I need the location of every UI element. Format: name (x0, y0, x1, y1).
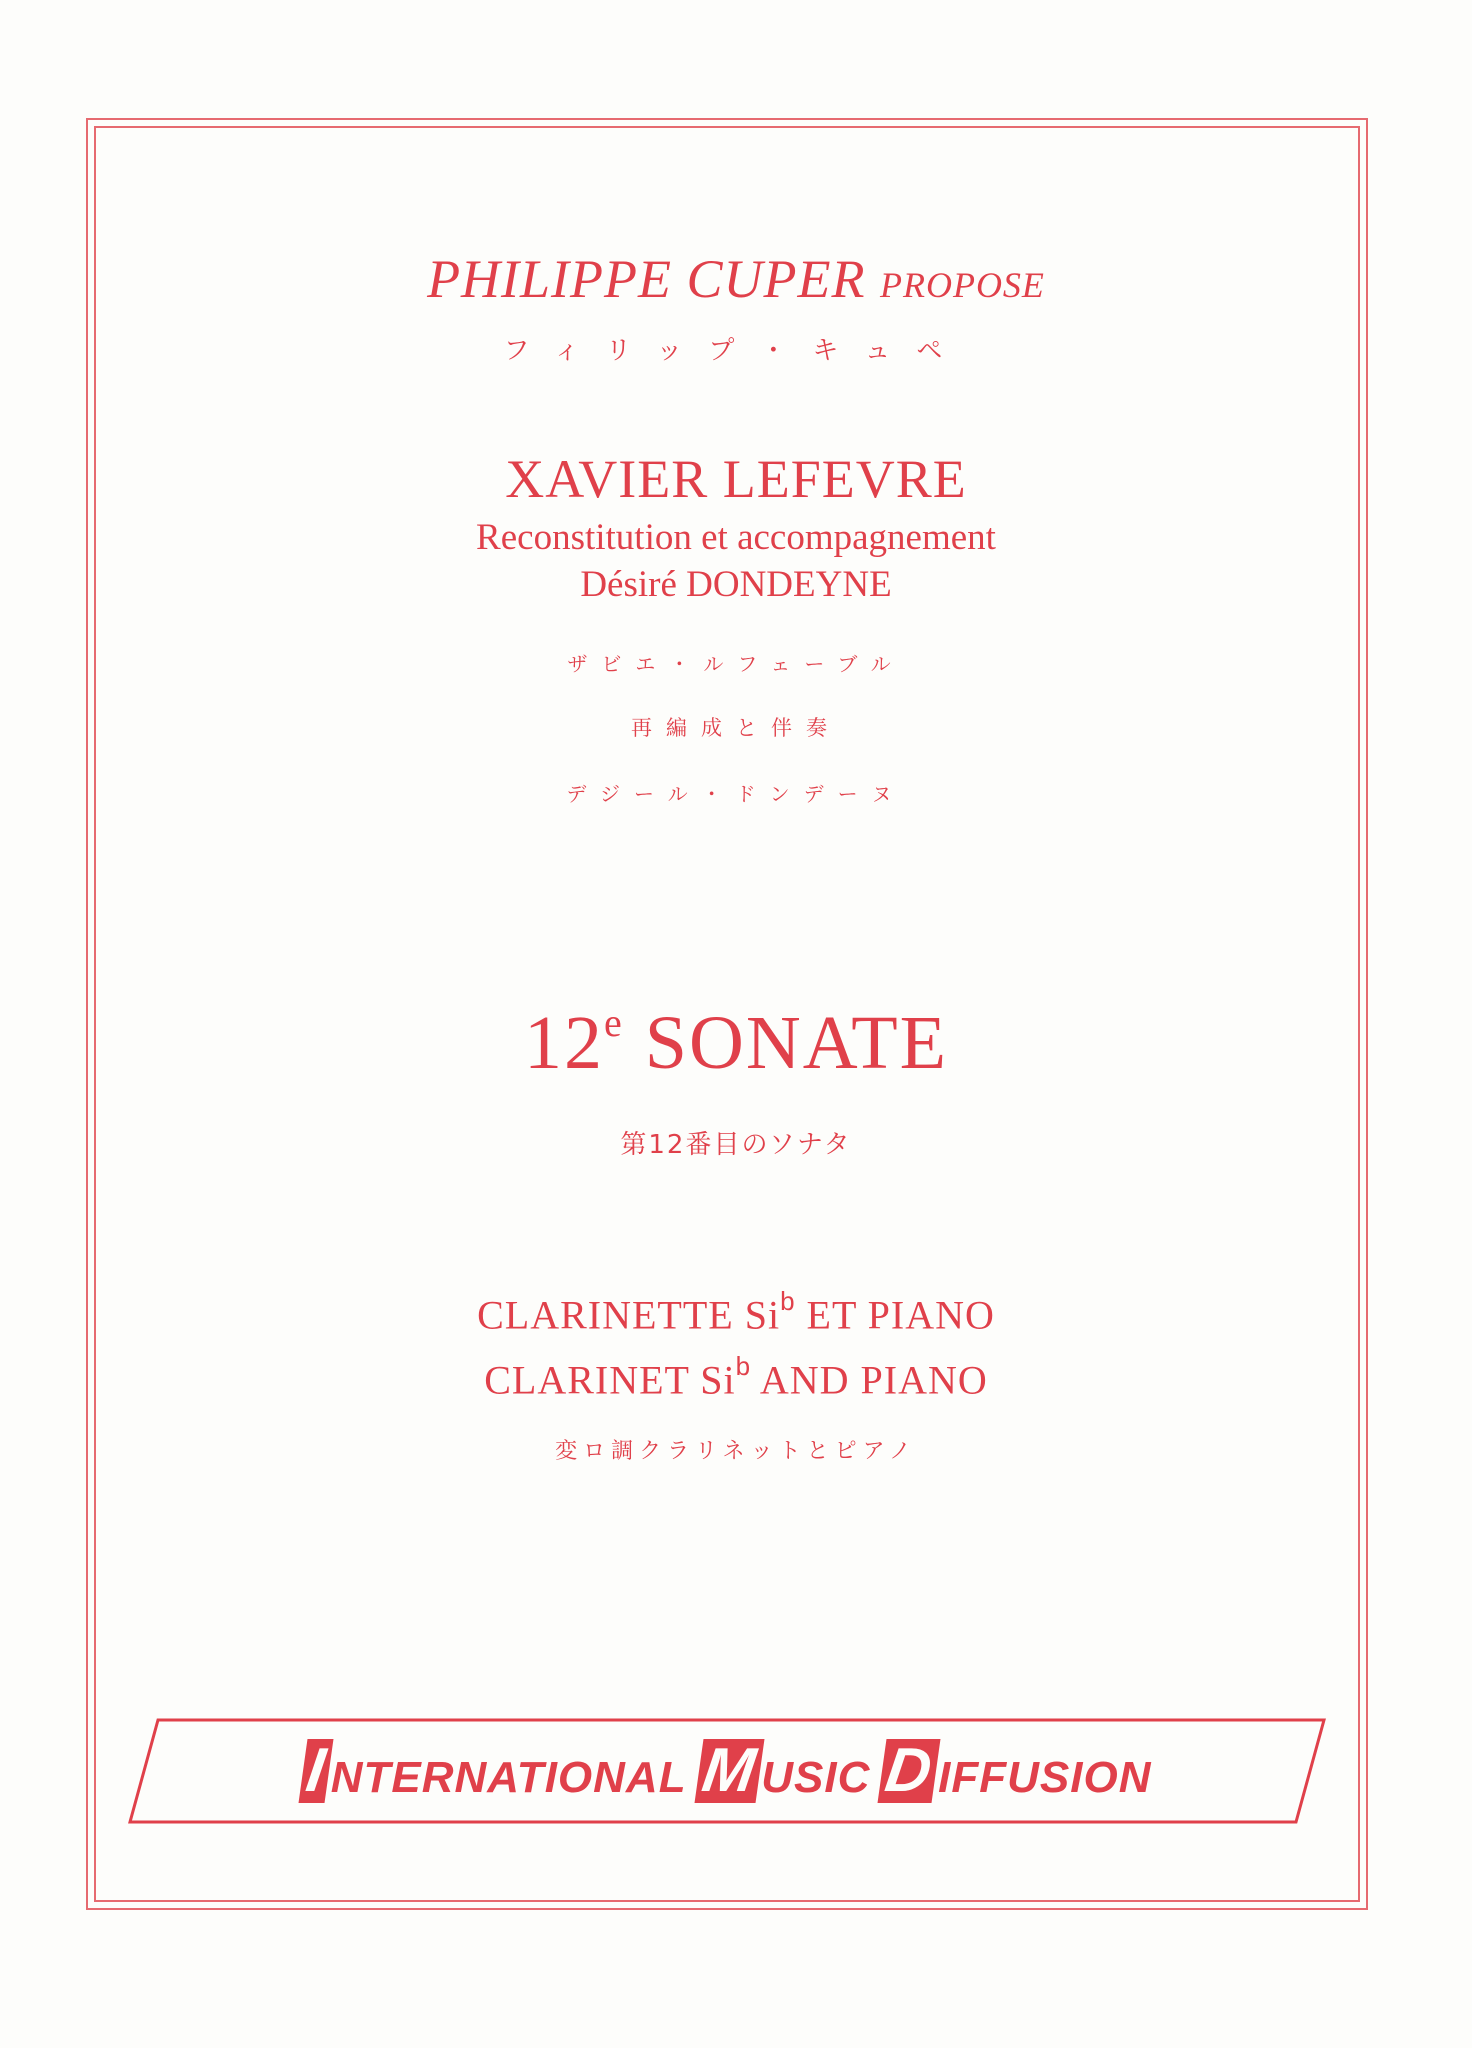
arrangement-label: Reconstitution et accompagnement (476, 517, 996, 558)
composer-name-jp: ザビエ・ルフェーブル (567, 652, 905, 676)
work-title (0, 1000, 1472, 1087)
presenter-name: PHILIPPE CUPER (427, 249, 866, 309)
work-title-jp: 第12番目のソナタ (620, 1130, 852, 1160)
publisher-word-music-rest: USIC (761, 1753, 871, 1802)
instrumentation-fr-before: CLARINETTE Si (477, 1292, 781, 1338)
publisher-word-diffusion-rest: IFFUSION (938, 1753, 1152, 1802)
instrumentation-fr (0, 1286, 1472, 1338)
instrumentation-fr-after: ET PIANO (806, 1292, 995, 1338)
arranger-name: Désiré DONDEYNE (580, 564, 892, 605)
publisher-word-music (697, 1736, 871, 1805)
publisher-word-international (301, 1736, 687, 1805)
flat-sign-en: b (735, 1351, 752, 1381)
publisher-initial-d: D (878, 1739, 941, 1803)
presenter-name-jp: フィリップ・キュペ (503, 336, 969, 366)
flat-sign-fr: b (780, 1286, 796, 1316)
publisher-initial-i: I (298, 1739, 333, 1803)
work-title-text: SONATE (644, 1001, 949, 1085)
presenter-line (0, 248, 1472, 310)
work-number: 12 (523, 1001, 604, 1085)
publisher-name (128, 1716, 1326, 1826)
instrumentation-en (0, 1351, 1472, 1403)
instrumentation-jp: 変ロ調クラリネットとピアノ (555, 1439, 917, 1464)
composer-name: XAVIER LEFEVRE (505, 449, 967, 509)
arranger-name-jp: デジール・ドンデーヌ (566, 782, 906, 806)
work-ordinal: e (603, 999, 624, 1045)
propose-label: PROPOSE (879, 265, 1045, 305)
publisher-word-international-rest: NTERNATIONAL (330, 1753, 687, 1802)
publisher-word-diffusion (881, 1736, 1152, 1805)
arrangement-label-jp: 再編成と伴奏 (631, 716, 841, 740)
publisher-banner (128, 1716, 1326, 1826)
instrumentation-en-after: AND PIANO (759, 1357, 988, 1403)
instrumentation-en-before: CLARINET Si (484, 1357, 736, 1403)
publisher-initial-m: M (694, 1739, 764, 1803)
